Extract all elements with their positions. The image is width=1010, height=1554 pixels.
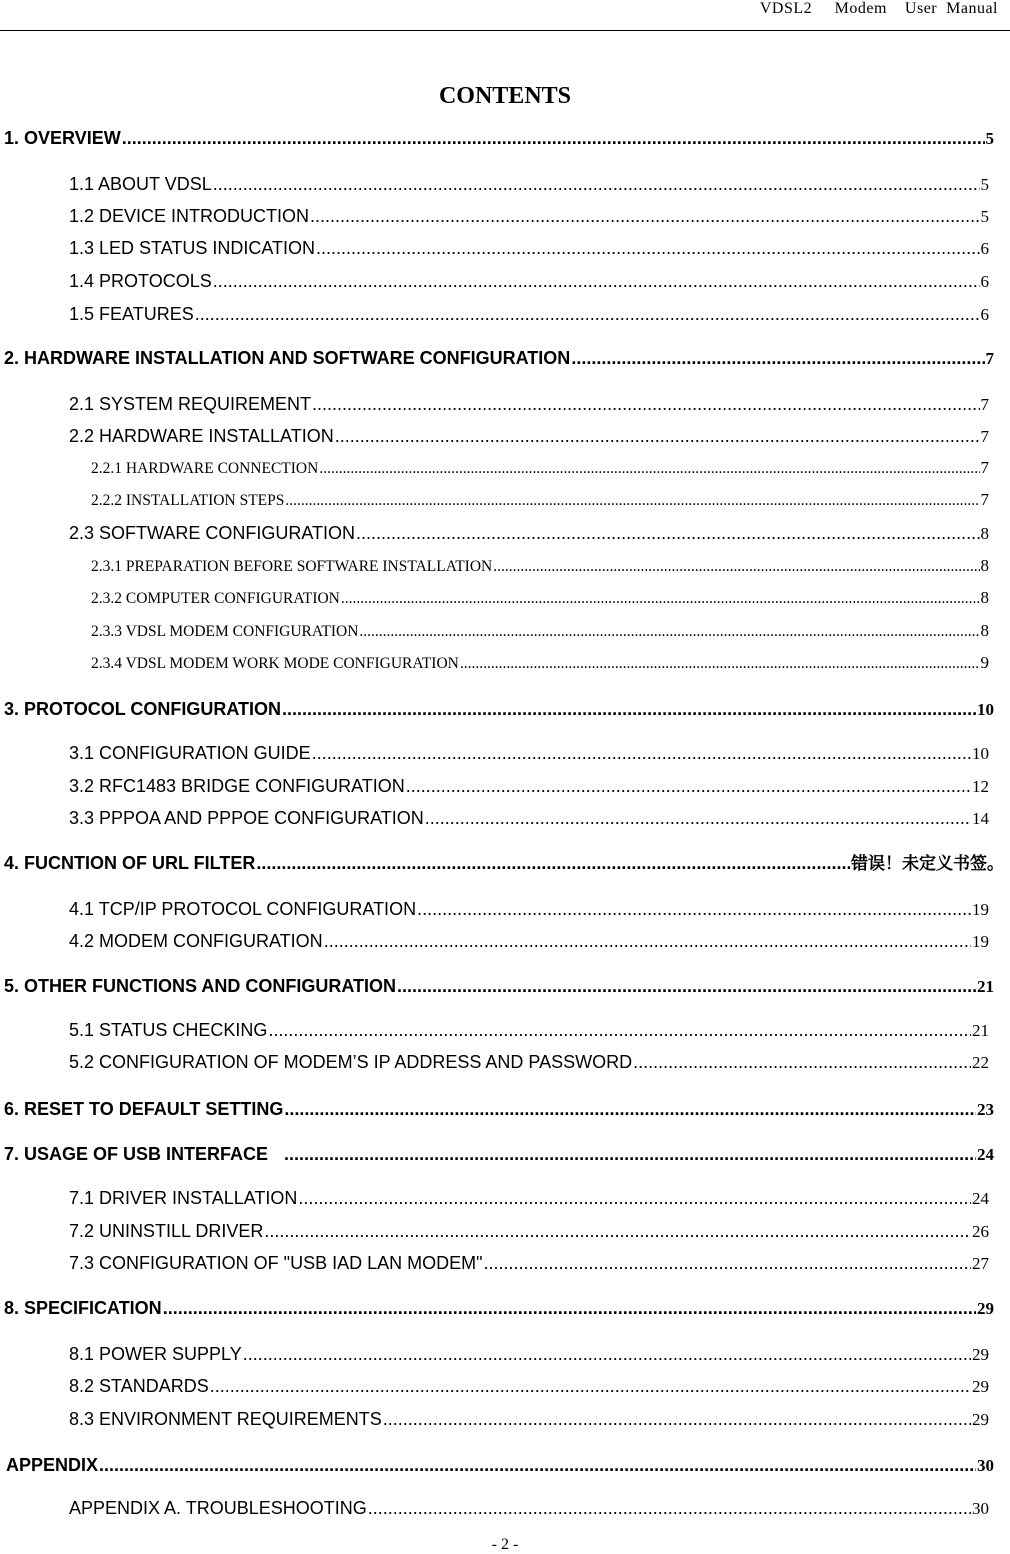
dot-leader: [213, 269, 980, 293]
toc-entry-label: 7.2 UNINSTILL DRIVER: [69, 1221, 264, 1241]
toc-entry-label: 1.1 ABOUT VDSL: [69, 174, 212, 194]
toc-entry-label: 6. RESET TO DEFAULT SETTING: [4, 1099, 284, 1119]
toc-entry-page: 10: [977, 700, 994, 719]
toc-entry-page: 6: [980, 305, 989, 324]
toc-entry-ip-password[interactable]: [69, 1050, 989, 1074]
page-header: [0, 0, 1010, 31]
toc-entry-power-supply[interactable]: [69, 1342, 989, 1366]
dot-leader: [213, 172, 980, 196]
dot-leader: [484, 1251, 972, 1275]
dot-leader: [310, 204, 979, 228]
dot-leader: [571, 346, 984, 370]
toc-entry-page: 8: [980, 621, 989, 640]
dot-leader: [341, 588, 980, 609]
dot-leader: [316, 236, 979, 260]
toc-entry-pppoa-pppoe[interactable]: [69, 806, 989, 830]
dot-leader: [99, 1453, 976, 1477]
toc-entry-hardware-software[interactable]: [4, 346, 994, 370]
dot-leader: [285, 490, 979, 511]
toc-entry-url-filter[interactable]: [4, 851, 1004, 875]
dot-leader: [284, 1097, 976, 1121]
toc-entry-label: 1. OVERVIEW: [4, 128, 121, 148]
toc-entry-page: 29: [972, 1377, 989, 1396]
toc-entry-label: 1.4 PROTOCOLS: [69, 271, 212, 291]
dot-leader: [493, 556, 979, 577]
toc-entry-page: 12: [972, 777, 989, 796]
toc-entry-work-mode[interactable]: [91, 652, 989, 674]
toc-entry-tcpip[interactable]: [69, 897, 989, 921]
toc-entry-page: 19: [972, 932, 989, 951]
toc-entry-page: 7: [980, 490, 989, 509]
dot-leader: [282, 697, 976, 721]
toc-entry-page: 29: [977, 1299, 994, 1318]
toc-entry-label: 1.5 FEATURES: [69, 304, 194, 324]
toc-entry-page: 21: [977, 977, 994, 996]
toc-entry-page: 23: [977, 1100, 994, 1119]
toc-entry-appendix[interactable]: [6, 1453, 994, 1477]
toc-entry-label: 3.1 CONFIGURATION GUIDE: [69, 743, 311, 763]
toc-entry-label: 2. HARDWARE INSTALLATION AND SOFTWARE CONFIGURATION: [4, 348, 571, 368]
toc-entry-label: 5.2 CONFIGURATION OF MODEM’S IP ADDRESS AND PASSWORD: [69, 1052, 633, 1072]
toc-entry-hardware-connection[interactable]: [91, 457, 989, 479]
toc-entry-troubleshooting[interactable]: [69, 1496, 989, 1520]
toc-entry-page: 7: [980, 427, 989, 446]
toc-entry-label: 2.3 SOFTWARE CONFIGURATION: [69, 523, 356, 543]
toc-entry-label: 8.1 POWER SUPPLY: [69, 1344, 242, 1364]
dot-leader: [243, 1342, 971, 1366]
toc-entry-page: 19: [972, 900, 989, 919]
toc-entry-modem-configuration[interactable]: [69, 929, 989, 953]
toc-entry-label: 2.1 SYSTEM REQUIREMENT: [69, 394, 312, 414]
toc-entry-page: 14: [972, 809, 989, 828]
toc-entry-about-vdsl[interactable]: [69, 172, 989, 196]
dot-leader: [195, 302, 980, 326]
toc-entry-label: 2.2.1 HARDWARE CONNECTION: [91, 460, 319, 477]
toc-entry-page: 7: [985, 349, 994, 368]
toc-entry-vdsl-modem-configuration[interactable]: [91, 620, 989, 642]
toc-entry-label: 7. USAGE OF USB INTERFACE: [4, 1144, 269, 1164]
dot-leader: [417, 897, 971, 921]
toc-entry-label: 4.1 TCP/IP PROTOCOL CONFIGURATION: [69, 899, 417, 919]
toc-entry-label: 5. OTHER FUNCTIONS AND CONFIGURATION: [4, 976, 396, 996]
dot-leader: [324, 929, 971, 953]
toc-entry-label: APPENDIX: [6, 1455, 99, 1475]
toc-entry-label: 8. SPECIFICATION: [4, 1298, 162, 1318]
toc-entry-features[interactable]: [69, 302, 989, 326]
toc-entry-reset-default[interactable]: [4, 1097, 994, 1121]
toc-entry-label: 2.3.4 VDSL MODEM WORK MODE CONFIGURATION: [91, 655, 459, 672]
toc-entry-page: 5: [985, 129, 994, 148]
toc-entry-specification[interactable]: [4, 1296, 994, 1320]
toc-entry-page: 7: [980, 458, 989, 477]
toc-entry-status-checking[interactable]: [69, 1018, 989, 1042]
toc-entry-label: 7.1 DRIVER INSTALLATION: [69, 1188, 298, 1208]
toc-entry-standards[interactable]: [69, 1374, 989, 1398]
toc-entry-rfc1483[interactable]: [69, 774, 989, 798]
toc-entry-system-requirement[interactable]: [69, 392, 989, 416]
dot-leader: [633, 1050, 971, 1074]
dot-leader: [383, 1407, 971, 1431]
dot-leader: [425, 806, 971, 830]
toc-entry-page: 错误！未定义书签。: [851, 854, 1004, 873]
toc-entry-page: 21: [972, 1021, 989, 1040]
dot-leader: [210, 1374, 971, 1398]
toc-entry-label: 2.2 HARDWARE INSTALLATION: [69, 426, 334, 446]
toc-entry-computer-configuration[interactable]: [91, 587, 989, 609]
toc-entry-configuration-guide[interactable]: [69, 741, 989, 765]
toc-entry-label: 5.1 STATUS CHECKING: [69, 1020, 268, 1040]
toc-entry-page: 8: [980, 524, 989, 543]
toc-entry-label: 2.3.2 COMPUTER CONFIGURATION: [91, 590, 340, 607]
dot-leader: [397, 974, 976, 998]
toc-entry-protocol-configuration[interactable]: [4, 697, 994, 721]
dot-leader: [163, 1296, 976, 1320]
toc-entry-uninstill-driver[interactable]: [69, 1219, 989, 1243]
toc-entry-label: 1.3 LED STATUS INDICATION: [69, 238, 316, 258]
toc-entry-driver-installation[interactable]: [69, 1186, 989, 1210]
dot-leader: [122, 126, 985, 150]
header-title: VDSL2 Modem User Manual: [759, 0, 998, 17]
toc-entry-page: 27: [972, 1254, 989, 1273]
toc-entry-label: APPENDIX A. TROUBLESHOOTING: [69, 1498, 367, 1518]
toc-entry-page: 29: [972, 1345, 989, 1364]
toc-entry-label: 1.2 DEVICE INTRODUCTION: [69, 206, 310, 226]
dot-leader: [460, 653, 980, 674]
toc-entry-other-functions[interactable]: [4, 974, 994, 998]
contents-title: CONTENTS: [438, 83, 572, 109]
toc-entry-hardware-installation[interactable]: [69, 424, 989, 448]
toc-entry-led-status[interactable]: [69, 236, 989, 260]
toc-entry-label: 8.2 STANDARDS: [69, 1376, 209, 1396]
toc-entry-label: 3.2 RFC1483 BRIDGE CONFIGURATION: [69, 776, 405, 796]
toc-entry-software-configuration[interactable]: [69, 521, 989, 545]
toc-entry-label: 4.2 MODEM CONFIGURATION: [69, 931, 323, 951]
dot-leader: [368, 1496, 971, 1520]
toc-entry-label: 7.3 CONFIGURATION OF "USB IAD LAN MODEM": [69, 1253, 483, 1273]
dot-leader: [264, 1219, 971, 1243]
dot-leader: [356, 521, 979, 545]
toc-entry-overview[interactable]: [4, 126, 994, 150]
toc-entry-page: 6: [980, 272, 989, 291]
toc-entry-protocols[interactable]: [69, 269, 989, 293]
toc-entry-label: 2.3.1 PREPARATION BEFORE SOFTWARE INSTALLATION: [91, 558, 493, 575]
toc-entry-page: 29: [972, 1410, 989, 1429]
toc-entry-page: 26: [972, 1222, 989, 1241]
toc-entry-preparation[interactable]: [91, 555, 989, 577]
toc-entry-page: 8: [980, 556, 989, 575]
toc-entry-label: 3.3 PPPOA AND PPPOE CONFIGURATION: [69, 808, 424, 828]
toc-entry-page: 30: [972, 1499, 989, 1518]
toc-entry-page: 5: [980, 207, 989, 226]
toc-entry-page: 10: [972, 744, 989, 763]
dot-leader: [298, 1186, 971, 1210]
toc-entry-label: 8.3 ENVIRONMENT REQUIREMENTS: [69, 1409, 382, 1429]
toc-entry-page: 9: [980, 653, 989, 672]
dot-leader: [256, 851, 850, 875]
toc-entry-label: 2.2.2 INSTALLATION STEPS: [91, 492, 285, 509]
toc-entry-page: 24: [977, 1145, 994, 1164]
toc-entry-page: 24: [972, 1189, 989, 1208]
dot-leader: [335, 424, 980, 448]
toc-entry-label: 3. PROTOCOL CONFIGURATION: [4, 699, 282, 719]
toc-entry-environment-requirements[interactable]: [69, 1407, 989, 1431]
dot-leader: [312, 392, 979, 416]
toc-entry-usb-iad-lan-modem[interactable]: [69, 1251, 989, 1275]
dot-leader: [284, 1142, 976, 1166]
dot-leader: [312, 741, 971, 765]
page-number: - 2 -: [491, 1536, 519, 1553]
toc-entry-page: 7: [980, 395, 989, 414]
toc-entry-page: 5: [980, 175, 989, 194]
dot-leader: [319, 458, 979, 479]
toc-entry-page: 8: [980, 588, 989, 607]
toc-entry-page: 30: [977, 1456, 994, 1475]
toc-entry-page: 6: [980, 239, 989, 258]
toc-entry-page: 22: [972, 1053, 989, 1072]
toc-entry-label: 4. FUCNTION OF URL FILTER: [4, 853, 256, 873]
toc-entry-device-introduction[interactable]: [69, 204, 989, 228]
dot-leader: [406, 774, 971, 798]
dot-leader: [359, 621, 979, 642]
dot-leader: [268, 1018, 971, 1042]
toc-entry-installation-steps[interactable]: [91, 489, 989, 511]
toc-entry-usb-interface[interactable]: [4, 1142, 994, 1166]
toc-entry-label: 2.3.3 VDSL MODEM CONFIGURATION: [91, 623, 359, 640]
